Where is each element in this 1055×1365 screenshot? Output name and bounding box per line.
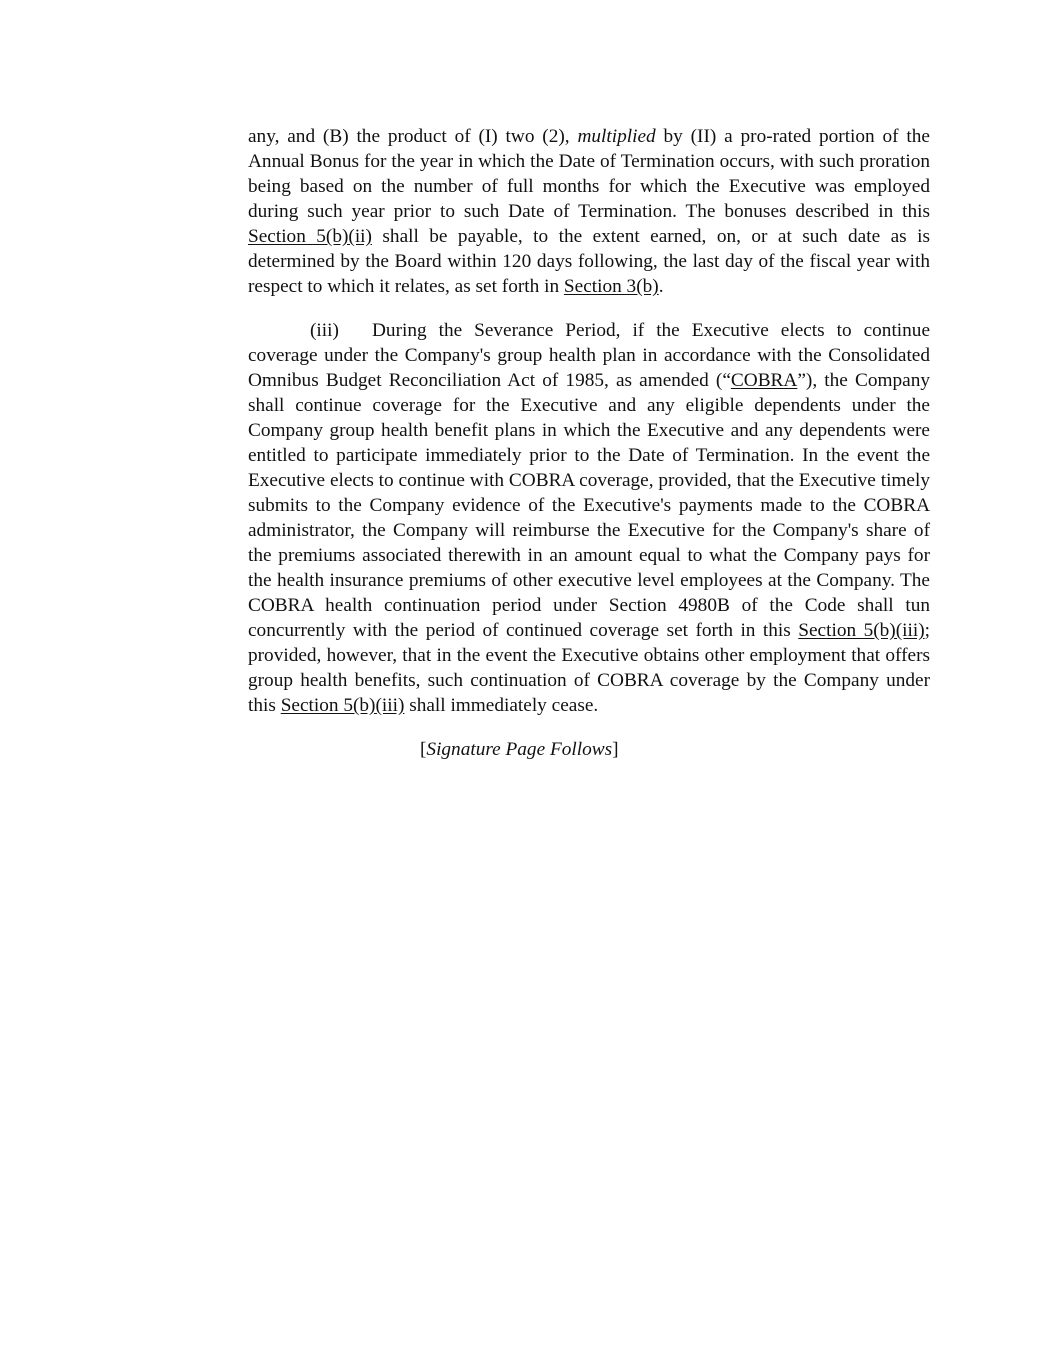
section-reference: Section 5(b)(iii) bbox=[280, 695, 405, 716]
paragraph-text: ”), the Company shall continue coverage for the Executive and any eligible dependents under the Company group health benefit plans in which the Executive and any dependents were entitled to participate immediately prior to the Date of Termination. In the event the Executive elects to continue with COBRA coverage, provided, that the Executive timely submits to the Company evidence of the Executive's payments made to the COBRA administrator, the Company will reimburse the Executive for the Company's share of the premiums associated therewith in an amount equal to what the Company pays for the health insurance premiums of other executive level employees at the Company. The COBRA health continuation period under Section 4980B of the Code shall tun concurrently with the period of continued coverage set forth in this bbox=[248, 370, 930, 641]
paragraph-text: During the Severance Period, if the Executive elects to continue coverage under the Company's group health plan in accordance with the Consolidated Omnibus Budget Reconciliation Act of 1985, as amended (“ bbox=[248, 320, 930, 391]
emphasis-multiplied: multiplied bbox=[577, 126, 656, 147]
paragraph-text: . bbox=[658, 276, 664, 297]
bracket-close: ] bbox=[612, 739, 619, 760]
document-page bbox=[248, 124, 930, 762]
paragraph-text: ; provided, however, that in the event the Executive obtains other employment that offers group health benefits, such continuation of COBRA coverage by the Company under this bbox=[248, 620, 930, 716]
paragraph-text: shall be payable, to the extent earned, on, or at such date as is determined by the Board within 120 days following, the last day of the fiscal year with respect to which it relates, as set forth in bbox=[248, 226, 930, 297]
bracket-open: [ bbox=[420, 739, 427, 760]
section-reference: Section 5(b)(iii) bbox=[798, 620, 925, 641]
paragraph-text: any, and (B) the product of (I) two (2), bbox=[248, 126, 578, 147]
paragraph-bonus-proration bbox=[248, 124, 930, 299]
paragraph-text: by (II) a pro-rated portion of the Annual Bonus for the year in which the Date of Termination occurs, with such proration being based on the number of full months for which the Executive was employed during such year prior to such Date of Termination. The bonuses described in this bbox=[248, 126, 930, 222]
paragraph-cobra-coverage bbox=[248, 318, 930, 718]
signature-page-note bbox=[248, 737, 930, 762]
clause-label: (iii) bbox=[310, 320, 339, 341]
section-reference: Section 3(b) bbox=[563, 276, 659, 297]
section-reference: Section 5(b)(ii) bbox=[248, 226, 372, 247]
defined-term-cobra: COBRA bbox=[730, 370, 798, 391]
signature-page-text: Signature Page Follows bbox=[426, 739, 613, 760]
paragraph-text: shall immediately cease. bbox=[404, 695, 599, 716]
